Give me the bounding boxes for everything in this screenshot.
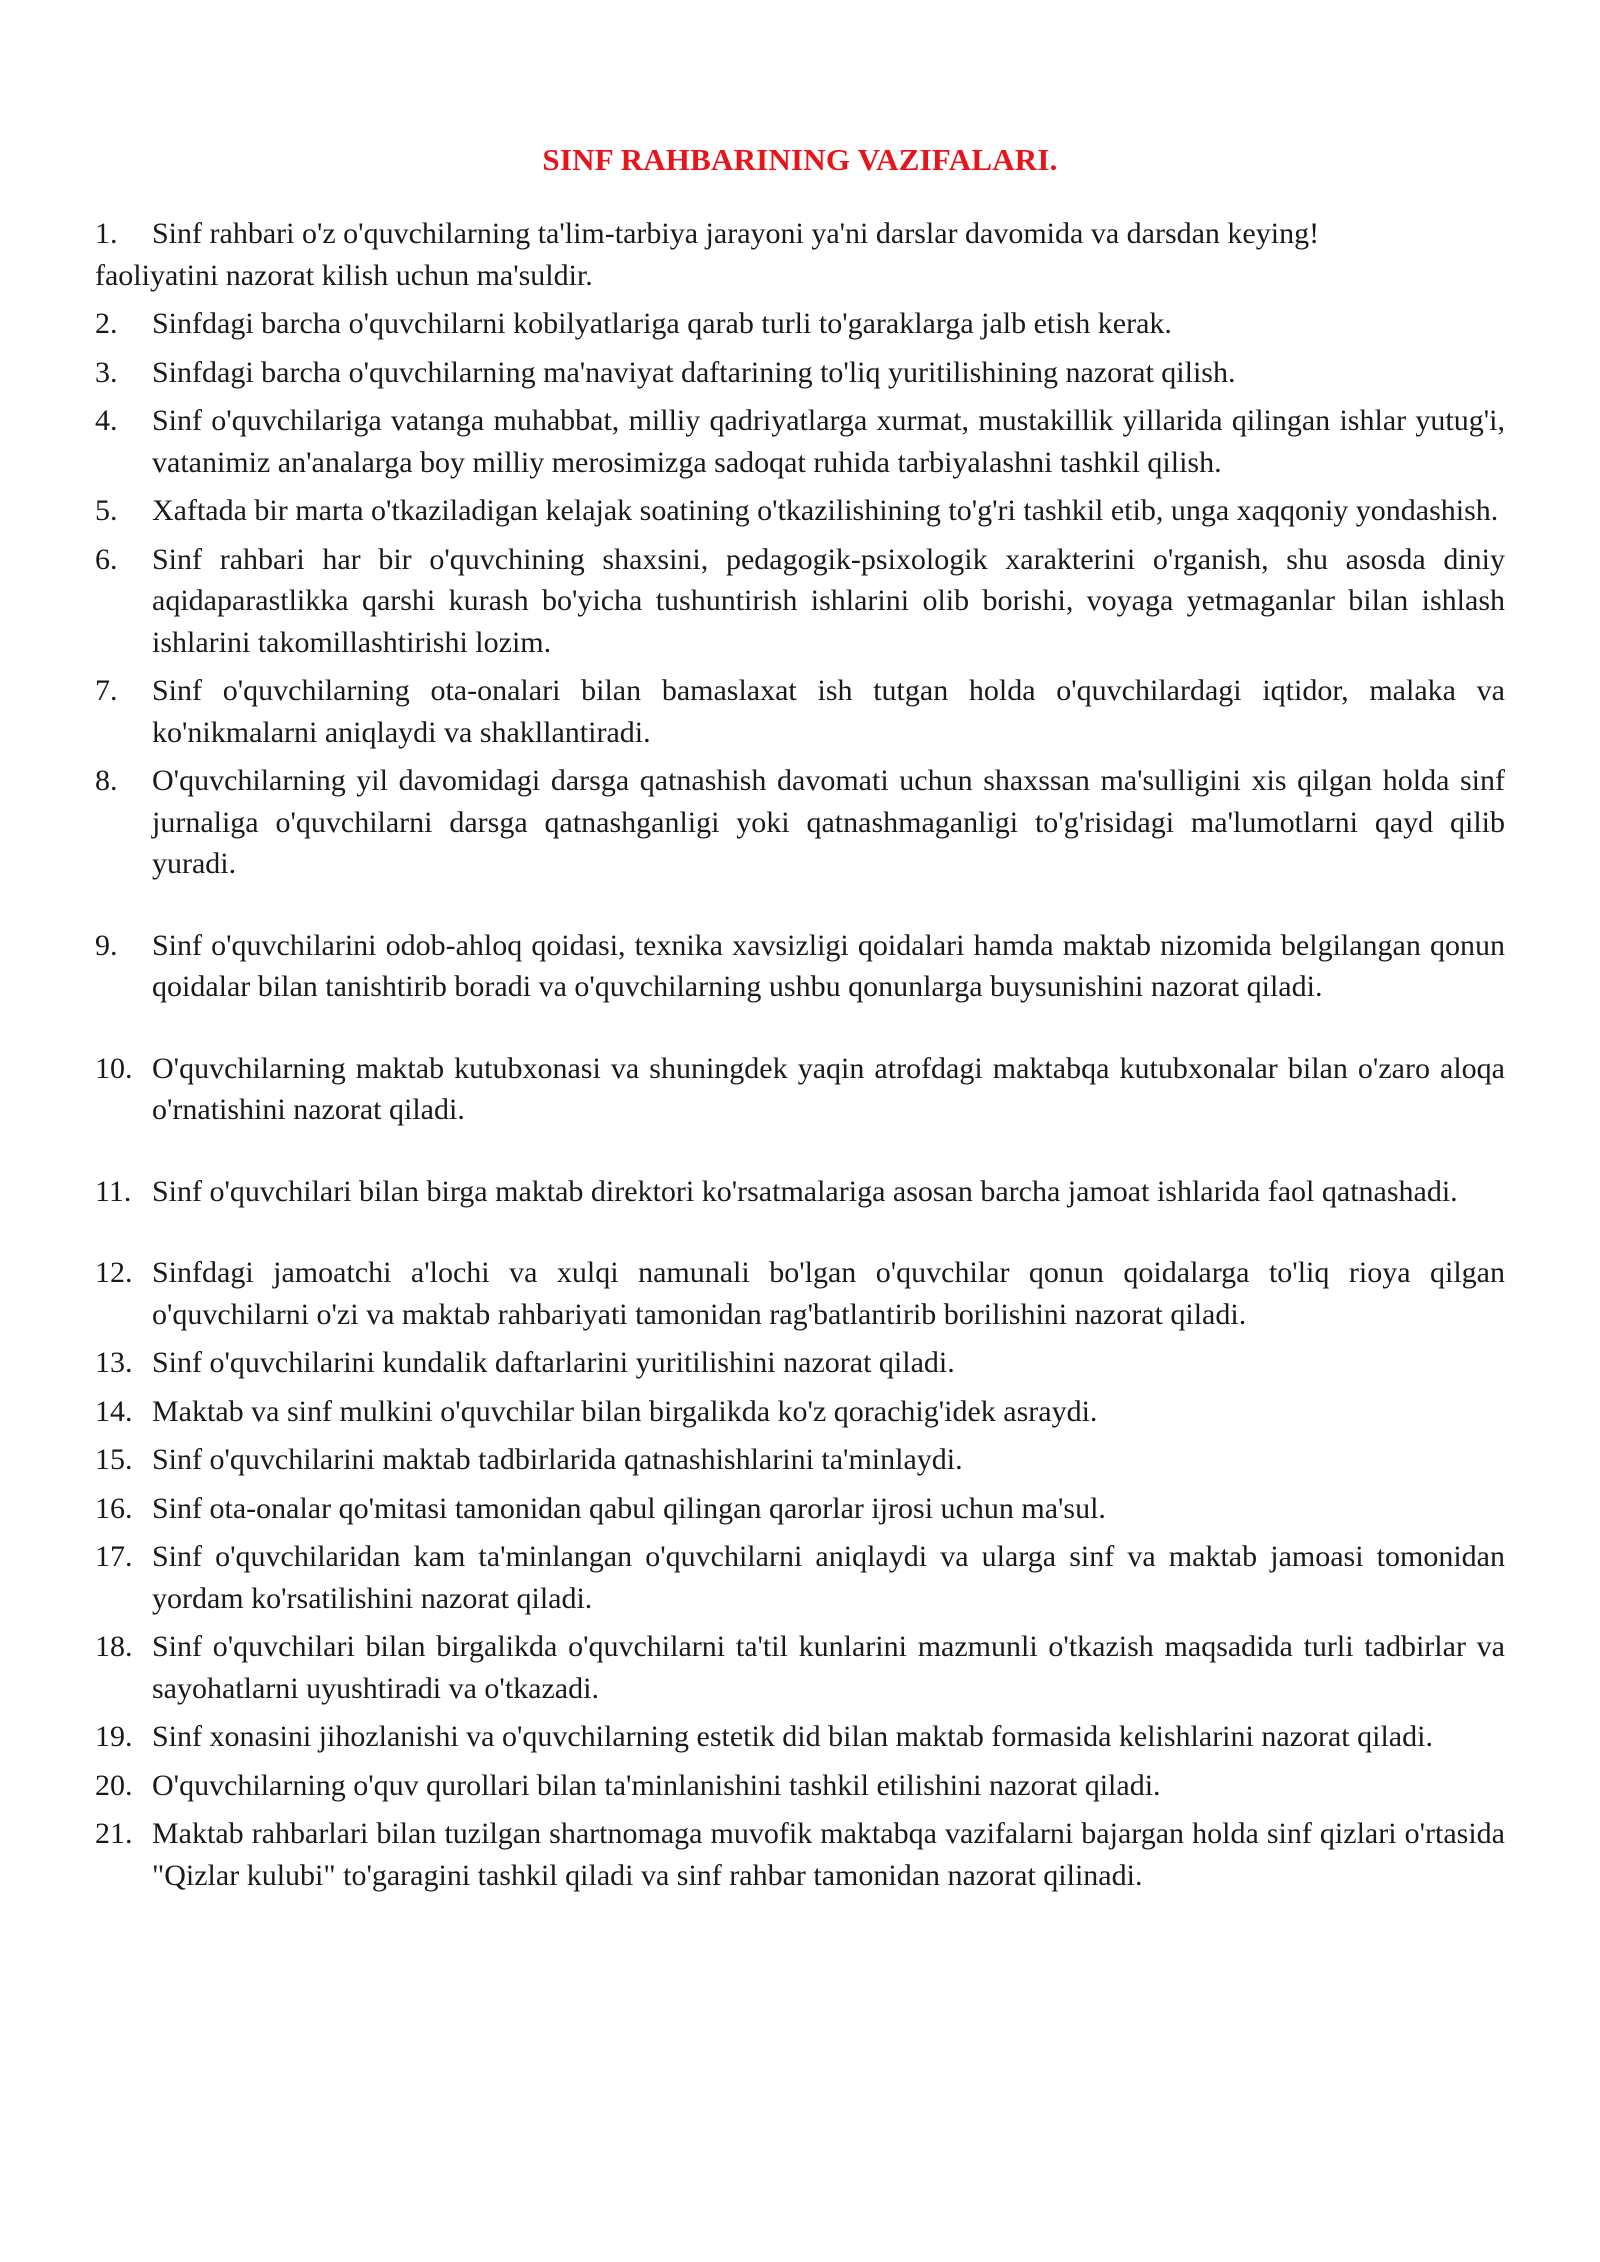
list-item-13 xyxy=(95,1342,1505,1384)
item-text: Sinf o'quvchilarini maktab tadbirlarida qatnashishlarini ta'minlaydi. xyxy=(152,1443,963,1476)
item-number: 21. xyxy=(95,1817,133,1850)
list-item-5 xyxy=(95,490,1505,532)
item-1-continuation: faoliyatini nazorat kilish uchun ma'suldir. xyxy=(95,258,593,292)
item-number: 18. xyxy=(95,1630,133,1663)
item-text: Sinf ota-onalar qo'mitasi tamonidan qabul qilingan qarorlar ijrosi uchun ma'sul. xyxy=(152,1491,1106,1525)
item-number: 5. xyxy=(95,494,118,527)
item-text: Sinf rahbari o'z o'quvchilarning ta'lim-tarbiya jarayoni ya'ni darslar davomida va darsdan keying! xyxy=(152,217,1320,250)
list-item-4 xyxy=(95,400,1505,483)
list-item-1 xyxy=(95,213,1505,255)
item-number: 6. xyxy=(95,542,118,576)
list-item-14 xyxy=(95,1391,1505,1433)
item-text: Sinf rahbari har bir o'quvchining shaxsini, pedagogik-psixologik xarakterini o'rganish, shu asosda diniy aqidaparastlikka qarshi kurash bo'yicha tushuntirish ishlarini olib borishi, voyaga yetmaganlar bilan ishlash ishlarini takomillashtirishi lozim. xyxy=(152,542,1505,659)
list-item-9 xyxy=(95,925,1505,1008)
item-number: 13. xyxy=(95,1346,133,1379)
item-number: 15. xyxy=(95,1443,133,1476)
item-text: O'quvchilarning yil davomidagi darsga qatnashish davomati uchun shaxssan ma'sulligini xis qilgan holda sinf jurnaliga o'quvchilarni darsga qatnashganligi yoki qatnashmaganligi to'g'risidagi ma'lumotlarni qayd qilib yuradi. xyxy=(152,764,1505,880)
item-number: 12. xyxy=(95,1256,133,1289)
list-item-7 xyxy=(95,670,1505,753)
item-number: 20. xyxy=(95,1768,133,1802)
list-item-3 xyxy=(95,352,1505,394)
item-text: Maktab va sinf mulkini o'quvchilar bilan birgalikda ko'z qorachig'idek asraydi. xyxy=(152,1394,1098,1428)
list-item-17 xyxy=(95,1536,1505,1619)
list-item-11 xyxy=(95,1171,1505,1213)
list-item-10 xyxy=(95,1048,1505,1131)
duties-list xyxy=(95,213,1505,1896)
item-text: Sinf o'quvchilarning ota-onalari bilan bamaslaxat ish tutgan holda o'quvchilardagi iqtidor, malaka va ko'nikmalarni aniqlaydi va shakllantiradi. xyxy=(152,674,1505,749)
item-text: Sinfdagi jamoatchi a'lochi va xulqi namunali bo'lgan o'quvchilar qonun qoidalarga to'liq rioya qilgan o'quvchilarni o'zi va maktab rahbariyati tamonidan rag'batlantirib borilishini nazorat qiladi. xyxy=(152,1256,1505,1331)
item-text: Sinfdagi barcha o'quvchilarni kobilyatlariga qarab turli to'garaklarga jalb etish kerak. xyxy=(152,307,1172,340)
item-text: Sinf o'quvchilari bilan birga maktab direktori ko'rsatmalariga asosan barcha jamoat ishlarida faol qatnashadi. xyxy=(152,1174,1458,1208)
item-text: Sinf o'quvchilarini odob-ahloq qoidasi, texnika xavsizligi qoidalari hamda maktab nizomida belgilangan qonun qoidalar bilan tanishtirib boradi va o'quvchilarning ushbu qonunlarga buysunishini nazorat qiladi. xyxy=(152,928,1505,1003)
item-number: 17. xyxy=(95,1540,133,1573)
item-number: 4. xyxy=(95,404,118,437)
item-text: Maktab rahbarlari bilan tuzilgan shartnomaga muvofik maktabqa vazifalarni bajargan holda sinf qizlari o'rtasida "Qizlar kulubi" to'garagini tashkil qiladi va sinf rahbar tamonidan nazorat qilinadi. xyxy=(152,1817,1505,1892)
item-text: Sinfdagi barcha o'quvchilarning ma'naviyat daftarining to'liq yuritilishining nazorat qilish. xyxy=(152,355,1236,389)
item-text: Sinf o'quvchilari bilan birgalikda o'quvchilarni ta'til kunlarini mazmunli o'tkazish maqsadida turli tadbirlar va sayohatlarni uyushtiradi va o'tkazadi. xyxy=(152,1630,1505,1705)
item-number: 9. xyxy=(95,928,118,962)
item-text: O'quvchilarning o'quv qurollari bilan ta'minlanishini tashkil etilishini nazorat qiladi. xyxy=(152,1768,1161,1802)
list-item-18 xyxy=(95,1626,1505,1709)
item-number: 14. xyxy=(95,1394,133,1428)
item-number: 3. xyxy=(95,355,118,389)
item-number: 10. xyxy=(95,1051,133,1085)
item-text: O'quvchilarning maktab kutubxonasi va shuningdek yaqin atrofdagi maktabqa kutubxonalar bilan o'zaro aloqa o'rnatishini nazorat qiladi. xyxy=(152,1051,1505,1126)
item-number: 11. xyxy=(95,1174,132,1208)
list-item-20 xyxy=(95,1765,1505,1807)
item-number: 1. xyxy=(95,217,118,250)
item-number: 16. xyxy=(95,1491,133,1525)
list-item-19 xyxy=(95,1716,1505,1758)
item-number: 7. xyxy=(95,674,118,707)
list-item-21 xyxy=(95,1813,1505,1896)
item-number: 8. xyxy=(95,764,118,797)
item-text: Sinf o'quvchilaridan kam ta'minlangan o'quvchilarni aniqlaydi va ularga sinf va maktab jamoasi tomonidan yordam ko'rsatilishini nazorat qiladi. xyxy=(152,1540,1505,1615)
item-text: Xaftada bir marta o'tkaziladigan kelajak soatining o'tkazilishining to'g'ri tashkil etib, unga xaqqoniy yondashish. xyxy=(152,494,1499,527)
item-number: 19. xyxy=(95,1720,133,1753)
item-text: Sinf o'quvchilariga vatanga muhabbat, milliy qadriyatlarga xurmat, mustakillik yillarida qilingan ishlar yutug'i, vatanimiz an'analarga boy milliy merosimizga sadoqat ruhida tarbiyalashni tashkil qilish. xyxy=(152,404,1505,479)
list-item-6 xyxy=(95,539,1505,664)
list-item-2 xyxy=(95,303,1505,345)
document-title: SINF RAHBARINING VAZIFALARI. xyxy=(542,142,1058,177)
list-item-16 xyxy=(95,1488,1505,1530)
item-text: Sinf xonasini jihozlanishi va o'quvchilarning estetik did bilan maktab formasida kelishlarini nazorat qiladi. xyxy=(152,1720,1433,1753)
list-item-8 xyxy=(95,760,1505,885)
item-text: Sinf o'quvchilarini kundalik daftarlarini yuritilishini nazorat qiladi. xyxy=(152,1346,955,1379)
list-item-12 xyxy=(95,1252,1505,1335)
document-page xyxy=(95,140,1505,1903)
list-item-15 xyxy=(95,1439,1505,1481)
item-number: 2. xyxy=(95,307,118,340)
